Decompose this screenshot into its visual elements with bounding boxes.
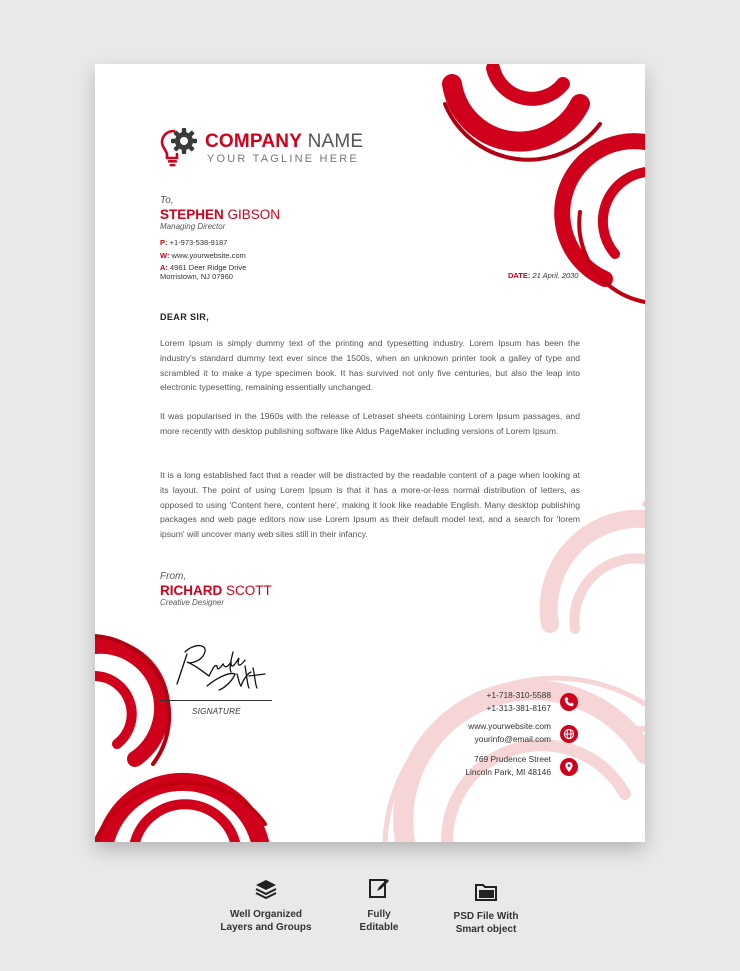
contact-email[interactable]: yourinfo@email.com xyxy=(474,733,551,744)
contact-phone-2: +1-313-381-8167 xyxy=(486,702,551,713)
company-name-bold: COMPANY xyxy=(205,131,303,152)
bottom-right-faint-swirl xyxy=(385,504,645,842)
decorative-swirls xyxy=(95,64,645,842)
recipient-address xyxy=(160,263,246,272)
feature-editable-line2: Editable xyxy=(359,922,399,933)
phone-value: +1-973-538-9187 xyxy=(169,238,228,247)
to-label: To, xyxy=(160,195,174,206)
feature-layers xyxy=(216,878,316,934)
handwritten-signature xyxy=(173,636,273,696)
contact-web xyxy=(425,720,551,745)
letter-date xyxy=(508,271,578,280)
contact-website[interactable]: www.yourwebsite.com xyxy=(468,721,551,731)
layers-icon xyxy=(254,878,278,900)
location-pin-icon xyxy=(560,758,578,776)
from-label: From, xyxy=(160,571,187,582)
company-name xyxy=(205,131,363,153)
address-line1: 4961 Deer Ridge Drive xyxy=(170,263,247,272)
salutation: DEAR SIR, xyxy=(160,312,210,322)
feature-editable-line1: Fully xyxy=(367,909,391,920)
phone-icon xyxy=(560,693,578,711)
recipient-web xyxy=(160,251,246,260)
top-right-swirl xyxy=(445,68,645,302)
feature-psd xyxy=(440,882,532,936)
recipient-last-name: GIBSON xyxy=(227,207,281,222)
date-label: DATE: xyxy=(508,271,531,280)
recipient-address-line2: Morristown, NJ 07960 xyxy=(160,272,233,281)
address-label: A: xyxy=(160,263,168,272)
recipient-title: Managing Director xyxy=(160,222,226,231)
company-tagline: YOUR TAGLINE HERE xyxy=(207,153,359,165)
paragraph-2: It was popularised in the 1960s with the release of Letraset sheets containing Lorem Ipsum passages, and more recently with desktop publishing software like Aldus PageMaker including versions of Lorem Ipsum. xyxy=(160,411,580,436)
web-label: W: xyxy=(160,251,170,260)
feature-psd-line1: PSD File With xyxy=(453,911,519,922)
contact-address xyxy=(425,753,551,778)
date-value: 21 April, 2030 xyxy=(532,271,579,280)
company-name-rest: NAME xyxy=(307,131,364,152)
signature-label: SIGNATURE xyxy=(192,707,241,716)
recipient-phone xyxy=(160,238,227,247)
paragraph-3: It is a long established fact that a reader will be distracted by the readable content of a page when looking at its layout. The point of using Lorem Ipsum is that it has a more-or-less normal distribution of letters, as opposed to using 'Content here, content here', making it look like readable English. Many desktop publishing packages and web page editors now use Lorem Ipsum as their default model text, and a search for 'lorem ipsum' will uncover many web sites still in their infancy. xyxy=(160,470,580,540)
lightbulb-gear-icon xyxy=(160,127,202,167)
recipient-name xyxy=(160,207,280,222)
edit-icon xyxy=(367,876,391,900)
contact-phones xyxy=(425,689,551,714)
feature-layers-line2: Layers and Groups xyxy=(220,922,312,933)
sender-name xyxy=(160,583,272,598)
web-value: www.yourwebsite.com xyxy=(171,251,246,260)
sender-first-name: RICHARD xyxy=(160,583,223,598)
phone-label: P: xyxy=(160,238,168,247)
signature-line xyxy=(160,700,272,701)
feature-layers-line1: Well Organized xyxy=(229,909,303,920)
letterhead-sheet xyxy=(95,64,645,842)
sender-last-name: SCOTT xyxy=(226,583,272,598)
contact-city: Lincoln Park, MI 48146 xyxy=(465,766,551,777)
globe-icon xyxy=(560,725,578,743)
folder-icon xyxy=(474,882,498,902)
contact-street: 769 Prudence Street xyxy=(474,754,551,764)
recipient-first-name: STEPHEN xyxy=(160,207,224,222)
paragraph-1: Lorem Ipsum is simply dummy text of the printing and typesetting industry. Lorem Ipsum has been the industry's standard dummy text ever since the 1500s, when an unknown printer took a galley of type and scrambled it to make a type specimen book. It has survived not only five centuries, but also the leap into electronic typesetting, remaining essentially unchanged. xyxy=(160,338,580,393)
feature-psd-line2: Smart object xyxy=(455,924,517,935)
contact-phone-1: +1-718-310-5588 xyxy=(486,690,551,700)
sender-title: Creative Designer xyxy=(160,598,225,607)
feature-editable xyxy=(344,876,414,934)
